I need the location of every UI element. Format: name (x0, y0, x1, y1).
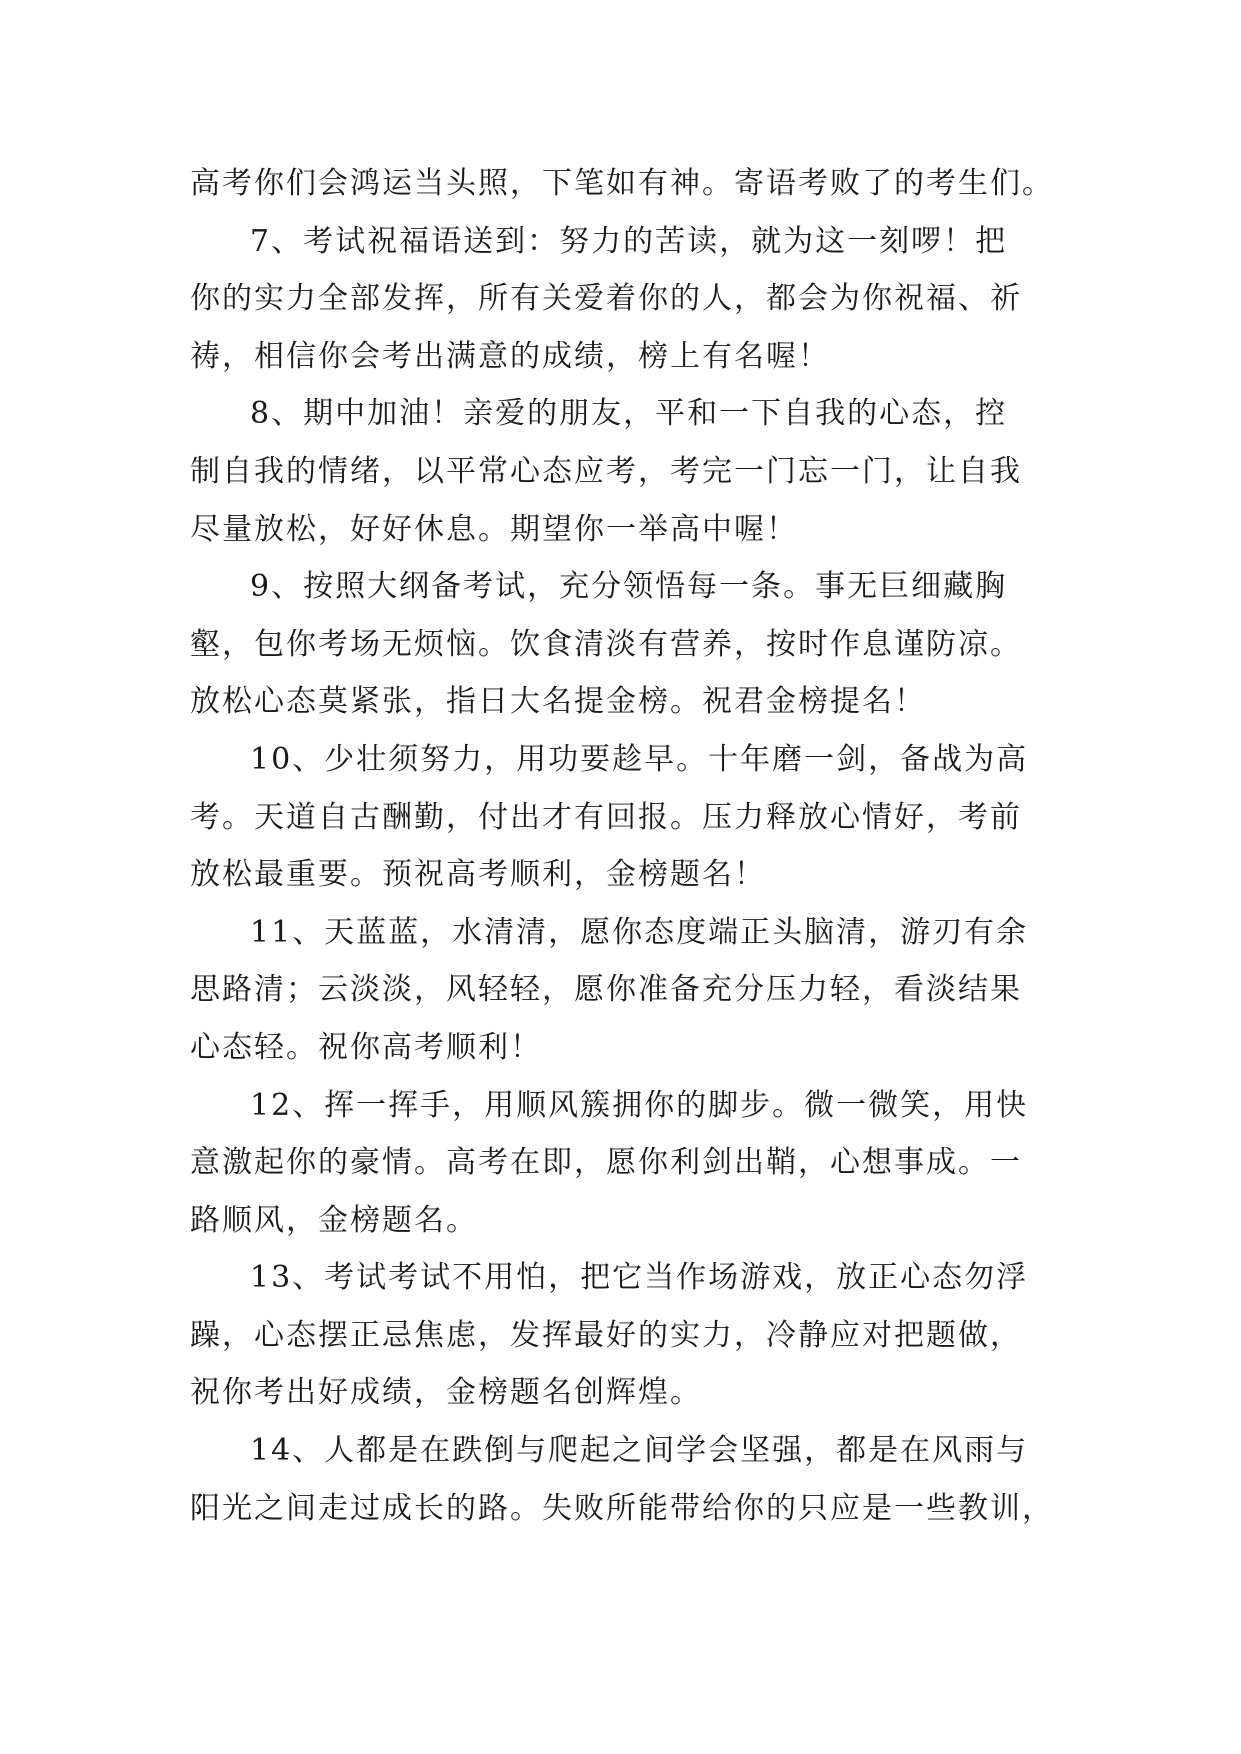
text-line: 阳光之间走过成长的路。失败所能带给你的只应是一些教训， (190, 1490, 1054, 1526)
document-body (190, 155, 1054, 1537)
paragraph-8-line-1: 8、期中加油！亲爱的朋友，平和一下自我的心态，控 (250, 396, 1008, 432)
text-line: 路顺风，金榜题名。 (190, 1202, 478, 1238)
text-line: 高考你们会鸿运当头照，下笔如有神。寄语考败了的考生们。 (190, 166, 1054, 201)
text-line: 心态轻。祝你高考顺利！ (190, 1029, 542, 1065)
text-line: 你的实力全部发挥，所有关爱着你的人，都会为你祝福、祈 (190, 281, 1022, 317)
text-line: 放松最重要。预祝高考顺利，金榜题名！ (190, 857, 766, 893)
text-line: 思路清；云淡淡，风轻轻，愿你准备充分压力轻，看淡结果 (190, 972, 1022, 1008)
paragraph-14-line-1: 14、人都是在跌倒与爬起之间学会坚强，都是在风雨与 (250, 1433, 1029, 1469)
paragraph-11-line-1: 11、天蓝蓝，水清清，愿你态度端正头脑清，游刃有余 (250, 914, 1029, 950)
paragraph-12-line-1: 12、挥一挥手，用顺风簇拥你的脚步。微一微笑，用快 (250, 1087, 1029, 1123)
text-line: 制自我的情绪，以平常心态应考，考完一门忘一门，让自我 (190, 453, 1022, 489)
text-line: 躁，心态摆正忌焦虑，发挥最好的实力，冷静应对把题做， (190, 1317, 1022, 1353)
paragraph-10-line-1: 10、少壮须努力，用功要趁早。十年磨一剑，备战为高 (250, 741, 1029, 777)
paragraph-9-line-1: 9、按照大纲备考试，充分领悟每一条。事无巨细藏胸 (250, 569, 1008, 605)
paragraph-13-line-1: 13、考试考试不用怕，把它当作场游戏，放正心态勿浮 (250, 1260, 1029, 1296)
text-line: 放松心态莫紧张，指日大名提金榜。祝君金榜提名！ (190, 684, 926, 720)
paragraph-7-line-1: 7、考试祝福语送到：努力的苦读，就为这一刻啰！把 (250, 223, 1008, 259)
text-line: 意激起你的豪情。高考在即，愿你利剑出鞘，心想事成。一 (190, 1145, 1022, 1181)
text-line: 考。天道自古酬勤，付出才有回报。压力释放心情好，考前 (190, 799, 1022, 835)
text-line: 尽量放松，好好休息。期望你一举高中喔！ (190, 511, 798, 547)
text-line: 壑，包你考场无烦恼。饮食清淡有营养，按时作息谨防凉。 (190, 626, 1022, 662)
text-line: 祷，相信你会考出满意的成绩，榜上有名喔！ (190, 338, 830, 374)
text-line: 祝你考出好成绩，金榜题名创辉煌。 (190, 1375, 702, 1411)
